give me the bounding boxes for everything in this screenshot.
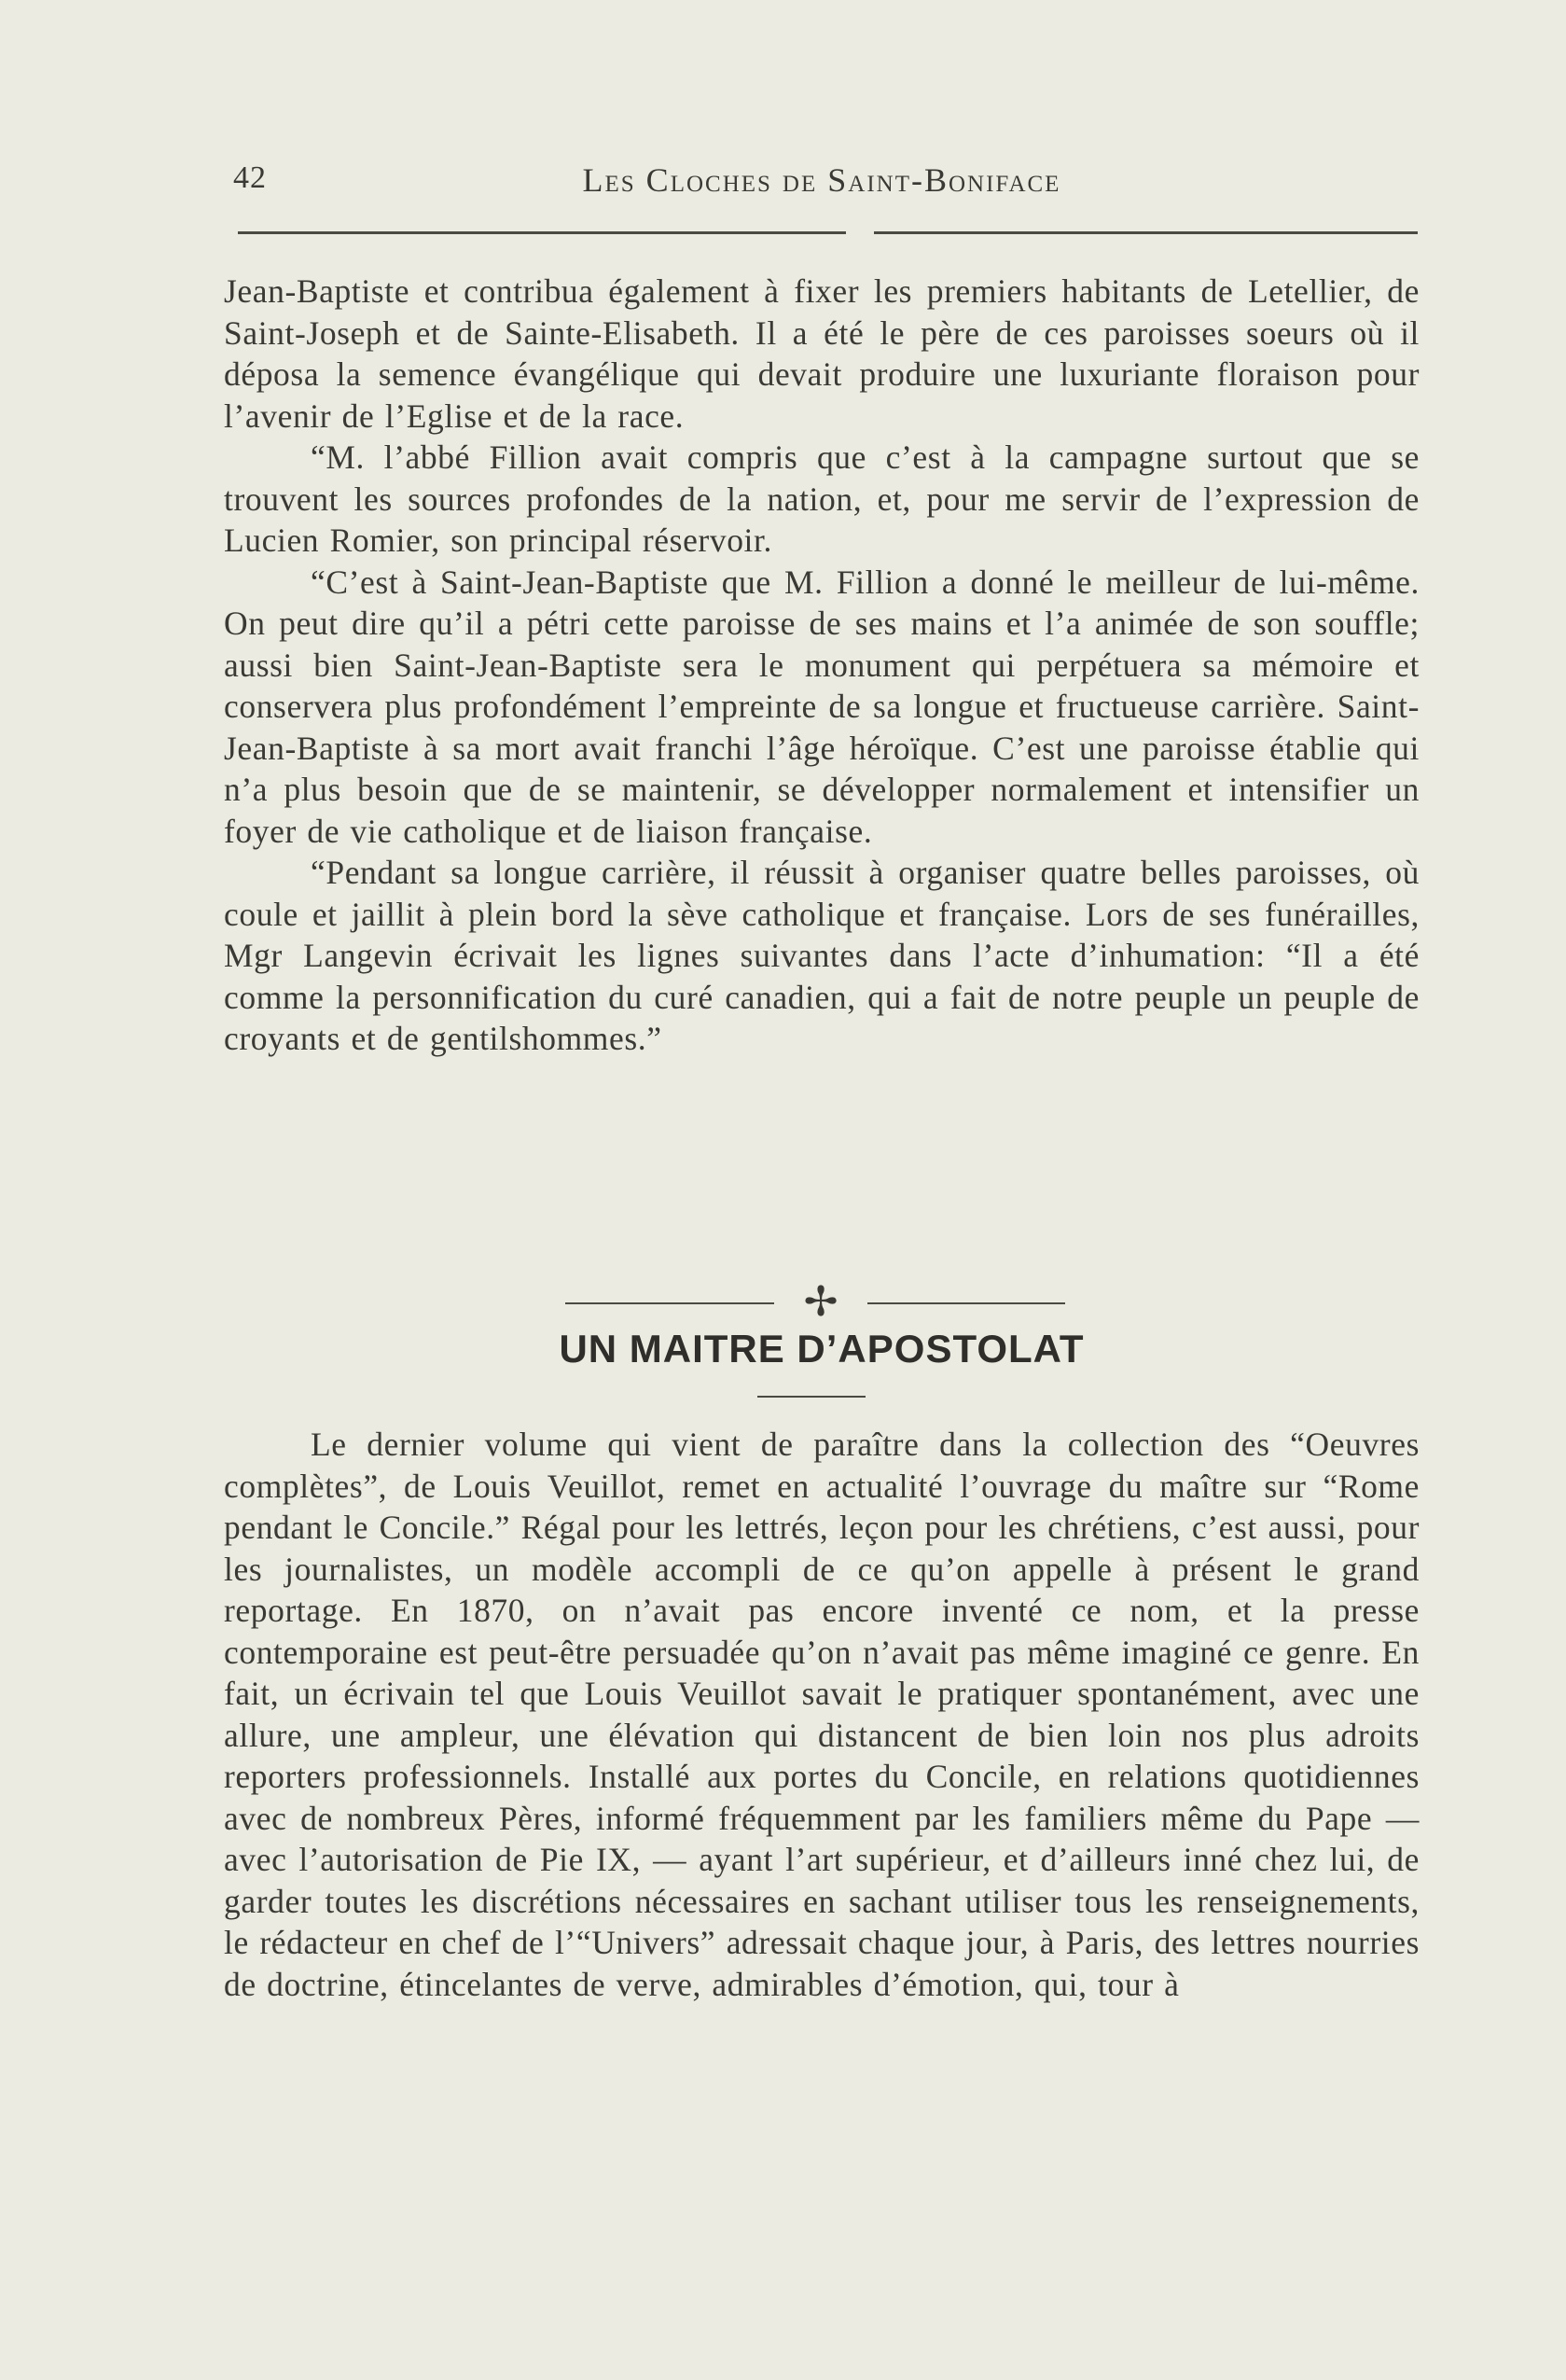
header-rule-left	[238, 231, 846, 234]
article-body	[224, 1424, 1420, 2005]
divider-line-right	[867, 1302, 1065, 1304]
paragraph: “C’est à Saint-Jean-Baptiste que M. Fillion a donné le meilleur de lui-même. On peut dire qu’il a pétri cette paroisse de ses mains et l’a animée de son souffle; aussi bien Saint-Jean-Baptiste sera le monument qui perpétuera sa mémoire et conservera plus profondément l’empreinte de sa longue et fructueuse carrière. Saint-Jean-Baptiste à sa mort avait franchi l’âge héroïque. C’est une paroisse établie qui n’a plus besoin que de se maintenir, se développer normalement et intensifier un foyer de vie catholique et de liaison française.	[224, 563, 1420, 850]
paragraph: Jean-Baptiste et contribua également à fixer les premiers habitants de Letellier, de Saint-Joseph et de Sainte-Elisabeth. Il a été le père de ces paroisses soeurs où il déposa la semence évangélique qui devait produire une luxuriante floraison pour l’avenir de l’Eglise et de la race.	[224, 272, 1420, 435]
section-divider	[224, 1279, 1420, 1325]
title-underline	[757, 1396, 866, 1398]
running-title: Les Cloches de Saint-Boniface	[582, 161, 1061, 199]
page-number: 42	[233, 160, 267, 195]
cross-ornament-icon: ✢	[803, 1279, 838, 1325]
paragraph: “M. l’abbé Fillion avait compris que c’est à la campagne surtout que se trouvent les sources profondes de la nation, et, pour me servir de l’expression de Lucien Romier, son principal réservoir.	[224, 438, 1420, 559]
paragraph: Le dernier volume qui vient de paraître dans la collection des “Oeuvres complètes”, de Louis Veuillot, remet en actualité l’ouvrage du maître sur “Rome pendant le Concile.” Régal pour les lettrés, leçon pour les chrétiens, c’est aussi, pour les journalistes, un modèle accompli de ce qu’on appelle à présent le grand reportage. En 1870, on n’avait pas encore inventé ce nom, et la presse contemporaine est peut-être persuadée qu’on n’avait pas même imaginé ce genre. En fait, un écrivain tel que Louis Veuillot savait le pratiquer spontanément, avec une allure, une ampleur, une élévation qui distancent de bien loin nos plus adroits reporters professionnels. Installé aux portes du Concile, en relations quotidiennes avec de nombreux Pères, informé fréquemment par les familiers même du Pape — avec l’autorisation de Pie IX, — ayant l’art supérieur, et d’ailleurs inné chez lui, de garder toutes les discrétions nécessaires en sachant utiliser tous les renseignements, le rédacteur en chef de l’“Univers” adressait chaque jour, à Paris, des lettres nourries de doctrine, étincelantes de verve, admirables d’émotion, qui, tour à	[224, 1426, 1420, 2003]
paragraph: “Pendant sa longue carrière, il réussit à organiser quatre belles paroisses, où coule et jaillit à plein bord la sève catholique et française. Lors de ses funérailles, Mgr Langevin écrivait les lignes suivantes dans l’acte d’inhumation: “Il a été comme la personnification du curé canadien, qui a fait de notre peuple un peuple de croyants et de gentilshommes.”	[224, 854, 1420, 1057]
page-header	[224, 160, 1420, 207]
article-continuation	[224, 271, 1420, 1060]
header-rule-right	[874, 231, 1418, 234]
divider-line-left	[565, 1302, 774, 1304]
section-title: UN MAITRE D’APOSTOLAT	[559, 1327, 1085, 1371]
